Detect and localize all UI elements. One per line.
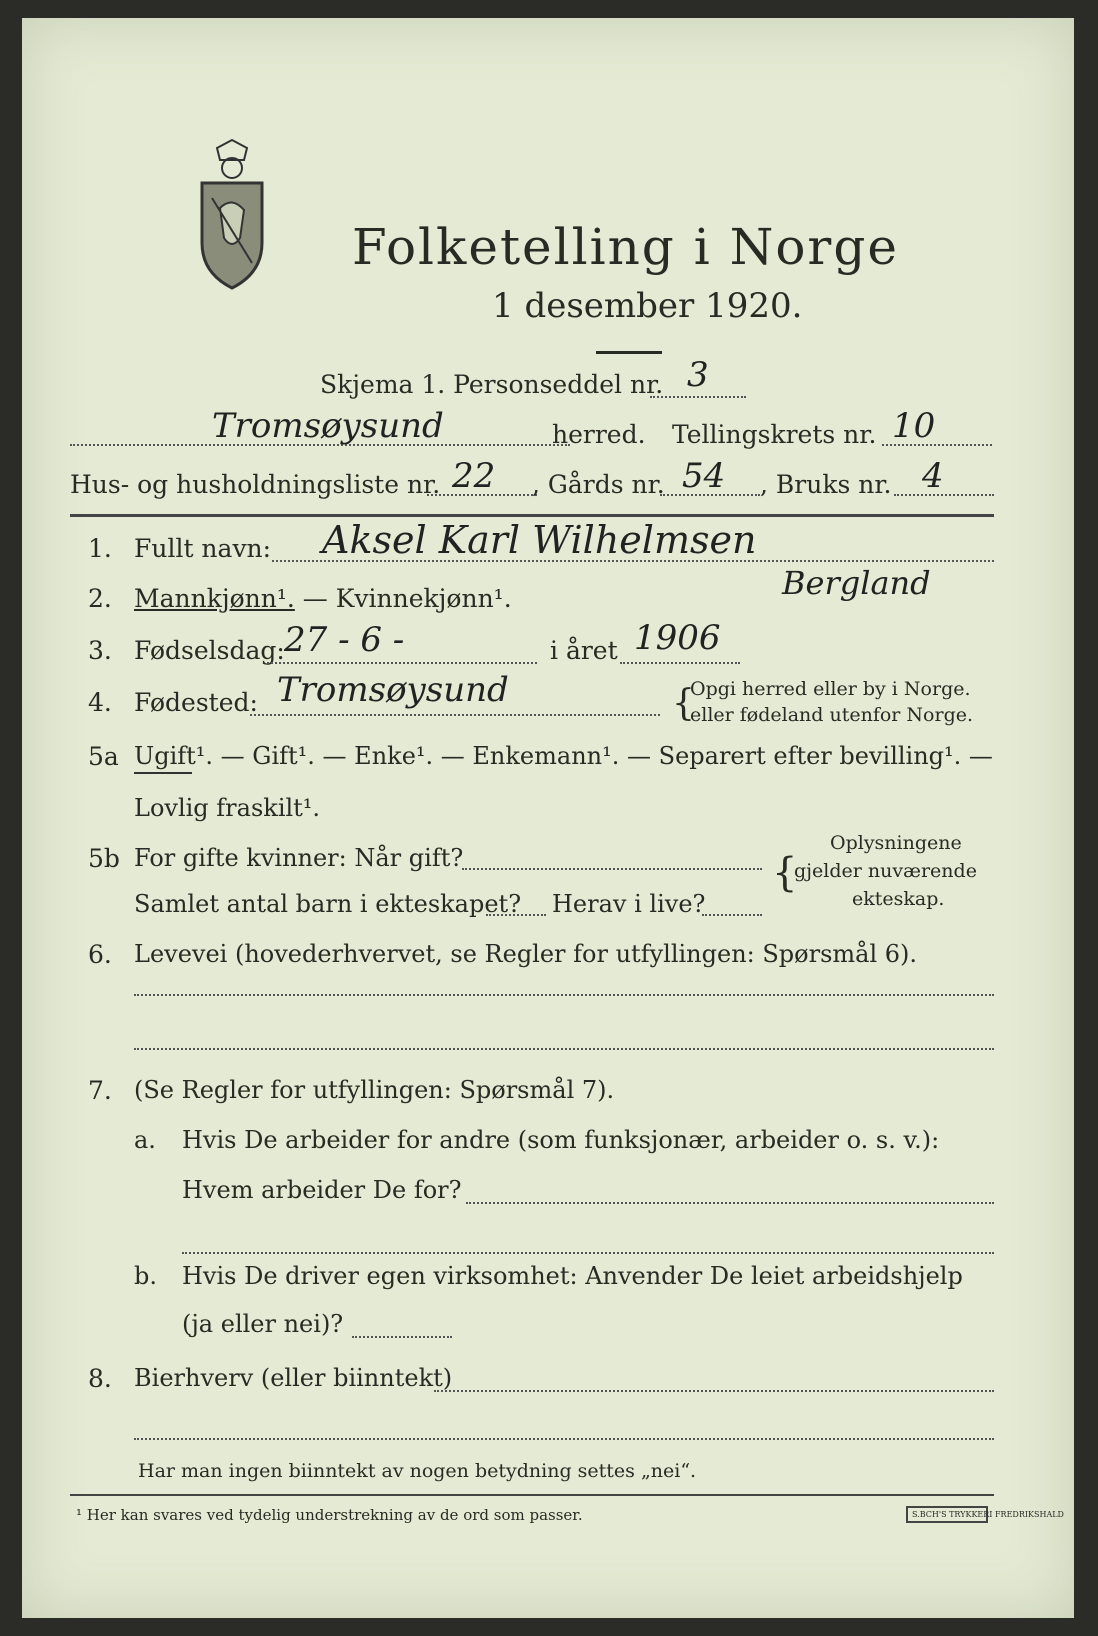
gender-female-option[interactable]: Kvinnekjønn¹. [335, 584, 512, 613]
gender-male-option[interactable]: Mannkjønn¹. [134, 584, 295, 613]
q3-label: Fødselsdag: [134, 636, 285, 665]
q5b-number: 5b [88, 844, 120, 873]
schema-nr-value: 3 [687, 355, 709, 395]
schema-nr-field[interactable] [650, 396, 746, 398]
tellingskrets-label: Tellingskrets nr. [672, 420, 877, 449]
q5b-label-1: For gifte kvinner: Når gift? [134, 844, 464, 872]
census-form [22, 18, 1074, 1618]
census-date: 1 desember 1920. [492, 286, 803, 326]
hus-label: Hus- og husholdningsliste nr. [70, 470, 441, 499]
header-rule [70, 514, 994, 517]
q6-label: Levevei (hovederhvervet, se Regler for utfyllingen: Spørsmål 6). [134, 940, 918, 968]
q8-number: 8. [88, 1364, 112, 1393]
side-income-field-2[interactable] [134, 1438, 994, 1440]
birthplace-field[interactable] [250, 714, 660, 716]
q4-note-1: Opgi herred eller by i Norge. [690, 678, 971, 700]
birthday-field[interactable] [267, 662, 537, 664]
q2-options [134, 584, 512, 613]
full-name-value-2: Bergland [782, 564, 931, 602]
ugift-underline [134, 772, 192, 774]
q7a-text: Hvis De arbeider for andre (som funksjonær, arbeider o. s. v.): [182, 1126, 940, 1154]
tellingskrets-value: 10 [892, 406, 936, 446]
q1-label: Fullt navn: [134, 534, 272, 563]
q4-label: Fødested: [134, 688, 258, 717]
birthday-value: 27 - 6 - [284, 620, 405, 660]
year-label: i året [550, 636, 618, 665]
occupation-field-2[interactable] [134, 1048, 994, 1050]
gards-label: , Gårds nr. [532, 470, 665, 499]
hus-value: 22 [452, 456, 496, 496]
bruks-label: , Bruks nr. [760, 470, 892, 499]
q7b-text: Hvis De driver egen virksomhet: Anvender De leiet arbeidshjelp [182, 1262, 963, 1290]
side-income-field[interactable] [434, 1390, 994, 1392]
q2-separator: — [294, 584, 336, 613]
q7b-letter: b. [134, 1262, 157, 1290]
children-alive-field[interactable] [702, 914, 762, 916]
q5b-note-1: Oplysningene [830, 832, 962, 854]
q5b-note-3: ekteskap. [852, 888, 945, 910]
form-title: Folketelling i Norge [352, 218, 899, 276]
q7a-question: Hvem arbeider De for? [182, 1176, 462, 1204]
q4-note-2: eller fødeland utenfor Norge. [690, 704, 974, 726]
herred-label: herred. [552, 420, 646, 449]
year-value: 1906 [634, 618, 721, 658]
year-field[interactable] [620, 662, 740, 664]
q8-label: Bierhverv (eller biinntekt) [134, 1364, 453, 1392]
q5b-brace: { [772, 850, 798, 896]
employer-field[interactable] [466, 1202, 994, 1204]
bruks-value: 4 [922, 456, 944, 496]
q7-label: (Se Regler for utfyllingen: Spørsmål 7). [134, 1076, 615, 1104]
hired-help-field[interactable] [352, 1336, 452, 1338]
q4-brace: { [672, 683, 695, 724]
q5a-number: 5a [88, 742, 119, 771]
occupation-field-1[interactable] [134, 994, 994, 996]
printer-stamp: S.BCH'S TRYKKERI FREDRIKSHALD [906, 1506, 988, 1523]
q6-number: 6. [88, 940, 112, 969]
q7b-question: (ja eller nei)? [182, 1310, 344, 1338]
q4-number: 4. [88, 688, 112, 717]
gards-value: 54 [682, 456, 726, 496]
employer-field-2[interactable] [182, 1252, 994, 1254]
footer-rule [70, 1494, 994, 1496]
marital-status-options-2[interactable]: Lovlig fraskilt¹. [134, 794, 321, 822]
full-name-value: Aksel Karl Wilhelmsen [322, 518, 757, 562]
footnote: ¹ Her kan svares ved tydelig understrekning av de ord som passer. [76, 1506, 583, 1524]
q7a-letter: a. [134, 1126, 156, 1154]
married-when-field[interactable] [462, 868, 762, 870]
q7-number: 7. [88, 1076, 112, 1105]
q2-number: 2. [88, 584, 112, 613]
title-divider [596, 351, 662, 354]
birthplace-value: Tromsøysund [277, 670, 509, 710]
coat-of-arms-icon [182, 138, 282, 302]
q3-number: 3. [88, 636, 112, 665]
q1-number: 1. [88, 534, 112, 563]
marital-status-options[interactable]: Ugift¹. — Gift¹. — Enke¹. — Enkemann¹. — Separert efter bevilling¹. — [134, 742, 993, 770]
bruks-field[interactable] [894, 494, 994, 496]
herred-value: Tromsøysund [212, 406, 444, 446]
footer-note: Har man ingen biinntekt av nogen betydning settes „nei“. [138, 1460, 697, 1482]
schema-label: Skjema 1. Personseddel nr. [320, 370, 664, 399]
q5b-label-2: Samlet antal barn i ekteskapet? [134, 890, 522, 918]
children-count-field[interactable] [486, 914, 546, 916]
q5b-note-2: gjelder nuværende [794, 860, 977, 882]
q5b-label-3: Herav i live? [552, 890, 706, 918]
